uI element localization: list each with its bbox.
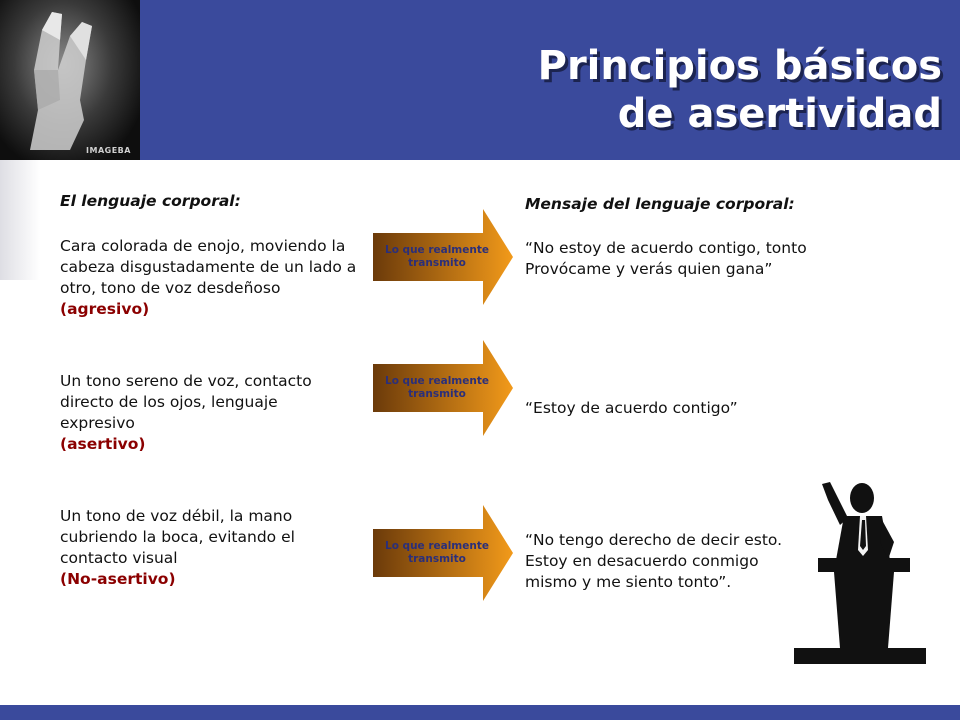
page-title — [538, 42, 942, 138]
crossed-fingers-hand-icon — [0, 0, 140, 160]
arrow-label-line: Lo que realmente — [385, 244, 489, 256]
left-item-line: cubriendo la boca, evitando el — [60, 528, 295, 546]
behavior-tag: (asertivo) — [60, 435, 146, 453]
right-heading-block — [525, 194, 825, 215]
right-item-line: mismo y me siento tonto”. — [525, 573, 732, 591]
arrow-label-line: Lo que realmente — [385, 540, 489, 552]
right-item-line: “No estoy de acuerdo contigo, tonto — [525, 239, 807, 257]
left-heading-block — [60, 191, 380, 212]
right-item-line: Provócame y verás quien gana” — [525, 260, 773, 278]
right-item-1 — [525, 238, 825, 280]
arrow-label — [373, 209, 501, 305]
photo-caption: IMAGEBA — [86, 146, 131, 155]
arrow-label-line: transmito — [408, 388, 466, 400]
left-item-1 — [60, 236, 380, 320]
right-heading: Mensaje del lenguaje corporal: — [525, 195, 795, 213]
title-line-1: Principios básicos — [537, 43, 942, 89]
arrow-label — [373, 505, 501, 601]
left-item-line: Cara colorada de enojo, moviendo la — [60, 237, 346, 255]
left-item-line: Un tono de voz débil, la mano — [60, 507, 293, 525]
left-item-line: Un tono sereno de voz, contacto — [60, 372, 312, 390]
left-item-line: contacto visual — [60, 549, 178, 567]
behavior-tag: (agresivo) — [60, 300, 150, 318]
arrow-label — [373, 340, 501, 436]
speaker-at-podium-silhouette-icon — [790, 480, 930, 670]
title-line-2: de asertividad — [617, 91, 942, 137]
right-item-line: “Estoy de acuerdo contigo” — [525, 399, 738, 417]
right-item-line: “No tengo derecho de decir esto. — [525, 531, 783, 549]
arrow-label-line: Lo que realmente — [385, 375, 489, 387]
behavior-tag: (No-asertivo) — [60, 570, 176, 588]
right-item-3 — [525, 530, 825, 593]
arrow-2 — [373, 340, 513, 436]
footer-band — [0, 705, 960, 720]
left-heading: El lenguaje corporal: — [60, 192, 241, 210]
right-item-line: Estoy en desacuerdo conmigo — [525, 552, 759, 570]
decorative-fade — [0, 160, 40, 280]
arrow-1 — [373, 209, 513, 305]
left-item-line: directo de los ojos, lenguaje — [60, 393, 278, 411]
left-item-3 — [60, 506, 380, 590]
left-item-line: expresivo — [60, 414, 135, 432]
left-item-line: cabeza disgustadamente de un lado a — [60, 258, 357, 276]
left-item-line: otro, tono de voz desdeñoso — [60, 279, 281, 297]
arrow-3 — [373, 505, 513, 601]
right-item-2 — [525, 398, 825, 419]
arrow-label-line: transmito — [408, 553, 466, 565]
arrow-label-line: transmito — [408, 257, 466, 269]
left-item-2 — [60, 371, 380, 455]
